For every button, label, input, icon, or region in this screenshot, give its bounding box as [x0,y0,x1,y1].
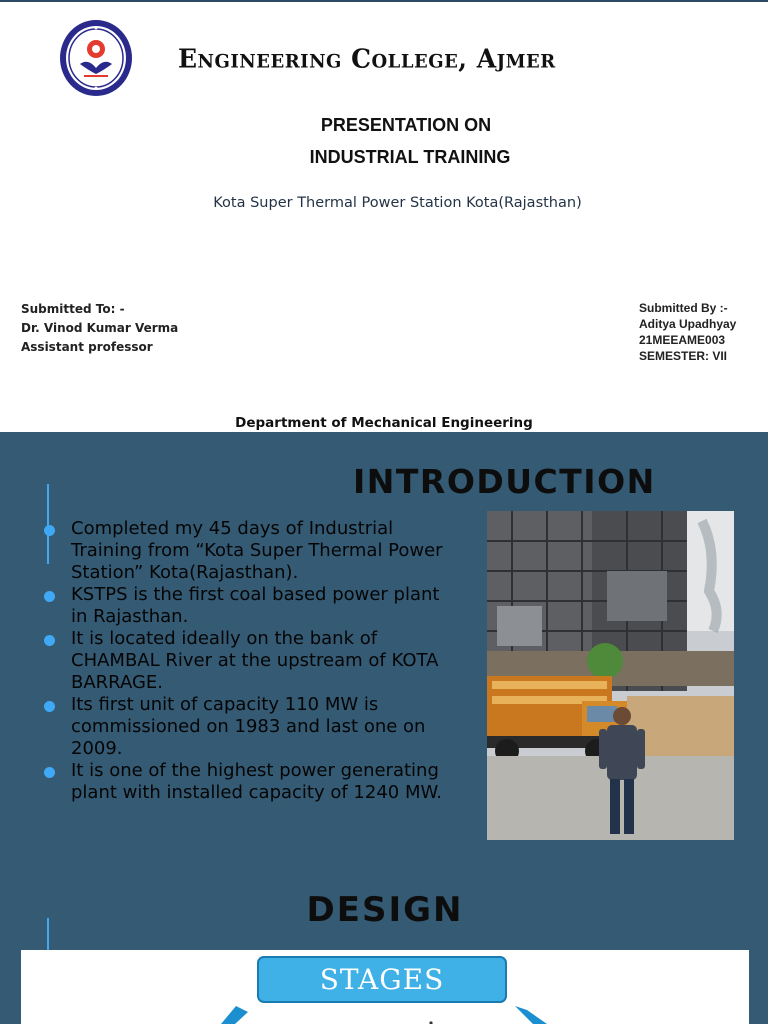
bullet-icon [44,525,55,536]
stages-label: STAGES [319,963,445,996]
presentation-subtitle: Kota Super Thermal Power Station Kota(Rajasthan) [213,195,582,211]
design-title: DESIGN [306,890,464,930]
college-name: Engineering College, Ajmer [178,43,556,74]
title-slide [0,0,768,432]
submitted-by-heading: Submitted By :- [639,301,728,315]
bullet-icon [44,635,55,646]
college-logo-icon [58,18,134,98]
power-plant-photo [487,511,734,840]
submitted-by-block [639,300,736,364]
list-item [42,694,454,760]
introduction-bullet-list [42,518,454,804]
guide-name: Dr. Vinod Kumar Verma [21,321,179,335]
list-item [42,518,454,584]
bullet-icon [44,591,55,602]
submitted-to-heading: Submitted To: - [21,302,125,316]
student-name: Aditya Upadhyay [639,317,737,331]
bullet-icon [44,701,55,712]
presentation-heading-line2: INDUSTRIAL TRAINING [309,147,511,167]
bullet-text: Its first unit of capacity 110 MW is commissioned on 1983 and last one on 2009. [71,694,426,759]
introduction-title: INTRODUCTION [353,462,656,501]
stages-label-box [257,956,507,1003]
student-semester: SEMESTER: VII [639,349,728,363]
left-arrow-icon [221,1006,248,1024]
bullet-text: Completed my 45 days of Industrial Training from “Kota Super Thermal Power Station” Kota(Rajasthan). [71,518,443,583]
list-item [42,584,454,628]
bullet-text: It is one of the highest power generating plant with installed capacity of 1240 MW. [71,760,442,803]
presentation-heading-line1: PRESENTATION ON [320,115,492,135]
bullet-text: KSTPS is the first coal based power plant in Rajasthan. [71,584,440,627]
student-roll: 21MEEAME003 [639,333,726,347]
submitted-to-block [21,300,178,357]
guide-designation: Assistant professor [21,340,153,354]
right-arrow-icon [515,1006,547,1024]
department-name: Department of Mechanical Engineering [235,415,533,431]
bullet-text: It is located ideally on the bank of CHAMBAL River at the upstream of KOTA BARRAGE. [71,628,439,693]
list-item [42,628,454,694]
introduction-slide [0,432,768,1024]
stages-diagram [21,950,749,1024]
list-item [42,760,454,804]
bullet-icon [44,767,55,778]
